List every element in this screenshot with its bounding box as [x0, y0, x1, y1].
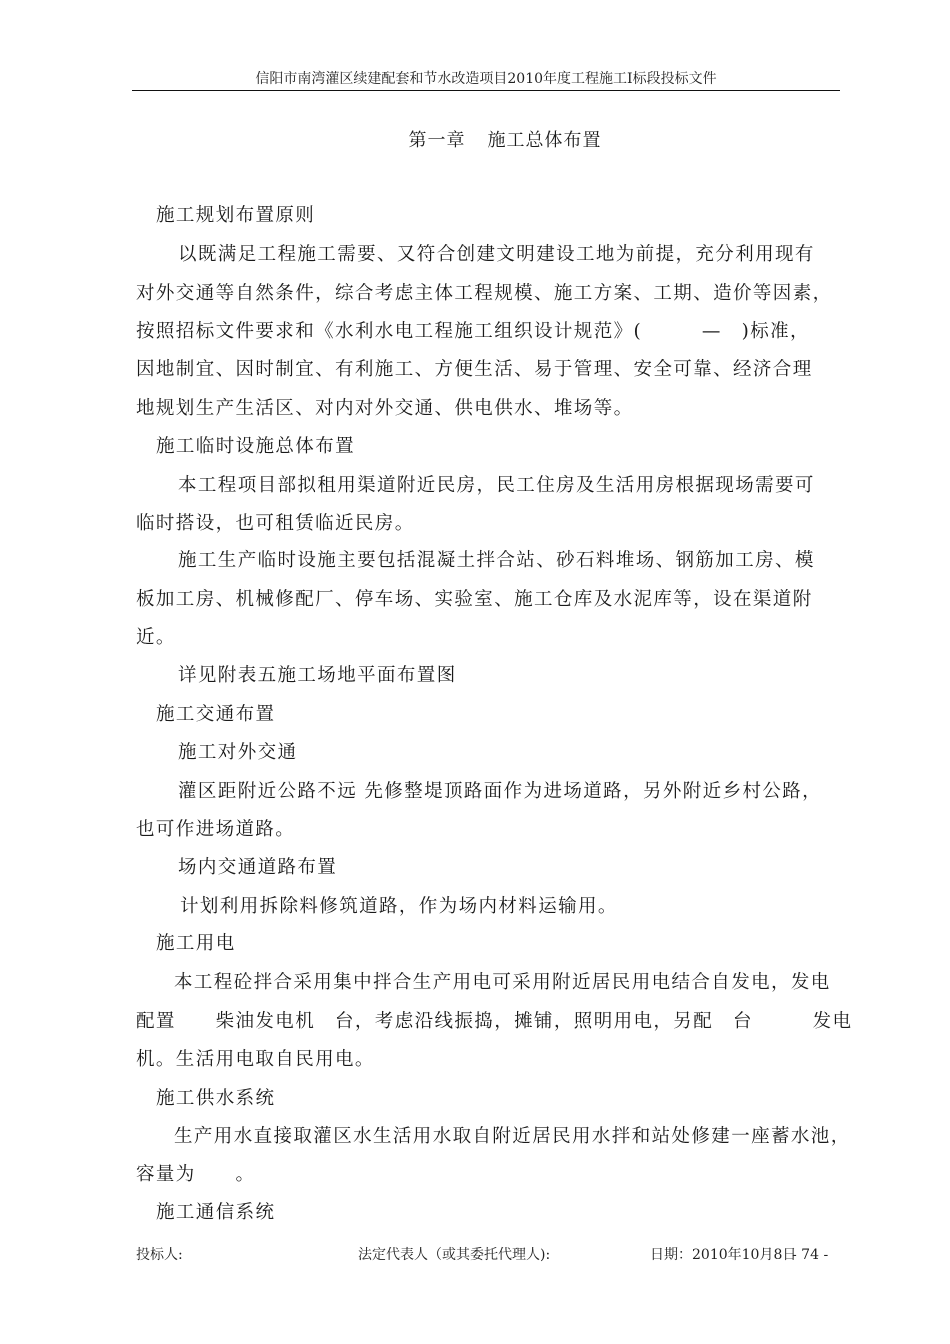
- paragraph-line: 机。生活用电取自民用电。: [136, 1049, 375, 1070]
- paragraph-line: 施工生产临时设施主要包括混凝土拌合站、砂石料堆场、钢筋加工房、模: [178, 550, 815, 571]
- subsection-heading: 施工对外交通: [178, 742, 298, 763]
- footer-representative: 法定代表人（或其委托代理人):: [358, 1247, 551, 1263]
- section-heading: 施工规划布置原则: [156, 205, 316, 226]
- paragraph-line: 灌区距附近公路不远 先修整堤顶路面作为进场道路，另外附近乡村公路，: [178, 781, 823, 802]
- paragraph-line: 配置 柴油发电机 台，考虑沿线振捣，摊铺，照明用电，另配 台 发电: [136, 1011, 853, 1032]
- paragraph-line: 板加工房、机械修配厂、停车场、实验室、施工仓库及水泥库等，设在渠道附: [136, 589, 813, 610]
- paragraph-line: 详见附表五施工场地平面布置图: [178, 665, 457, 686]
- section-heading: 施工交通布置: [156, 704, 276, 725]
- paragraph-line: 近。: [136, 627, 176, 648]
- chapter-heading: [0, 128, 950, 154]
- header-title: 信阳市南湾灌区续建配套和节水改造项目2010年度工程施工I标段投标文件: [255, 71, 717, 87]
- page-header: [132, 68, 840, 91]
- paragraph-line: 对外交通等自然条件，综合考虑主体工程规模、施工方案、工期、造价等因素，: [136, 283, 833, 304]
- section-heading: 施工供水系统: [156, 1088, 276, 1109]
- paragraph-line: 本工程项目部拟租用渠道附近民房，民工住房及生活用房根据现场需要可: [178, 475, 815, 496]
- paragraph-line: 地规划生产生活区、对内对外交通、供电供水、堆场等。: [136, 398, 634, 419]
- subsection-heading: 场内交通道路布置: [178, 857, 338, 878]
- paragraph-line: 计划利用拆除料修筑道路，作为场内材料运输用。: [180, 896, 618, 917]
- paragraph-line: 本工程砼拌合采用集中拌合生产用电可采用附近居民用电结合自发电，发电: [174, 972, 831, 993]
- section-heading: 施工临时设施总体布置: [156, 436, 356, 457]
- footer-bidder: 投标人:: [136, 1247, 183, 1263]
- paragraph-line: 按照招标文件要求和《水利水电工程施工组织设计规范》( — )标准，: [136, 321, 810, 342]
- chapter-title: 施工总体布置: [487, 130, 602, 151]
- footer-date: 日期：2010年10月8日: [650, 1247, 797, 1263]
- section-heading: 施工通信系统: [156, 1202, 276, 1223]
- paragraph-line: 容量为 。: [136, 1164, 256, 1185]
- paragraph-line: 以既满足工程施工需要、又符合创建文明建设工地为前提，充分利用现有: [178, 244, 815, 265]
- paragraph-line: 临时搭设，也可租赁临近民房。: [136, 513, 415, 534]
- paragraph-line: 因地制宜、因时制宜、有利施工、方便生活、易于管理、安全可靠、经济合理: [136, 359, 813, 380]
- section-heading: 施工用电: [156, 933, 236, 954]
- chapter-label: 第一章: [408, 130, 466, 151]
- paragraph-line: 也可作进场道路。: [136, 819, 296, 840]
- paragraph-line: 生产用水直接取灌区水生活用水取自附近居民用水拌和站处修建一座蓄水池，: [174, 1126, 851, 1147]
- page-number: - 74 -: [792, 1247, 829, 1263]
